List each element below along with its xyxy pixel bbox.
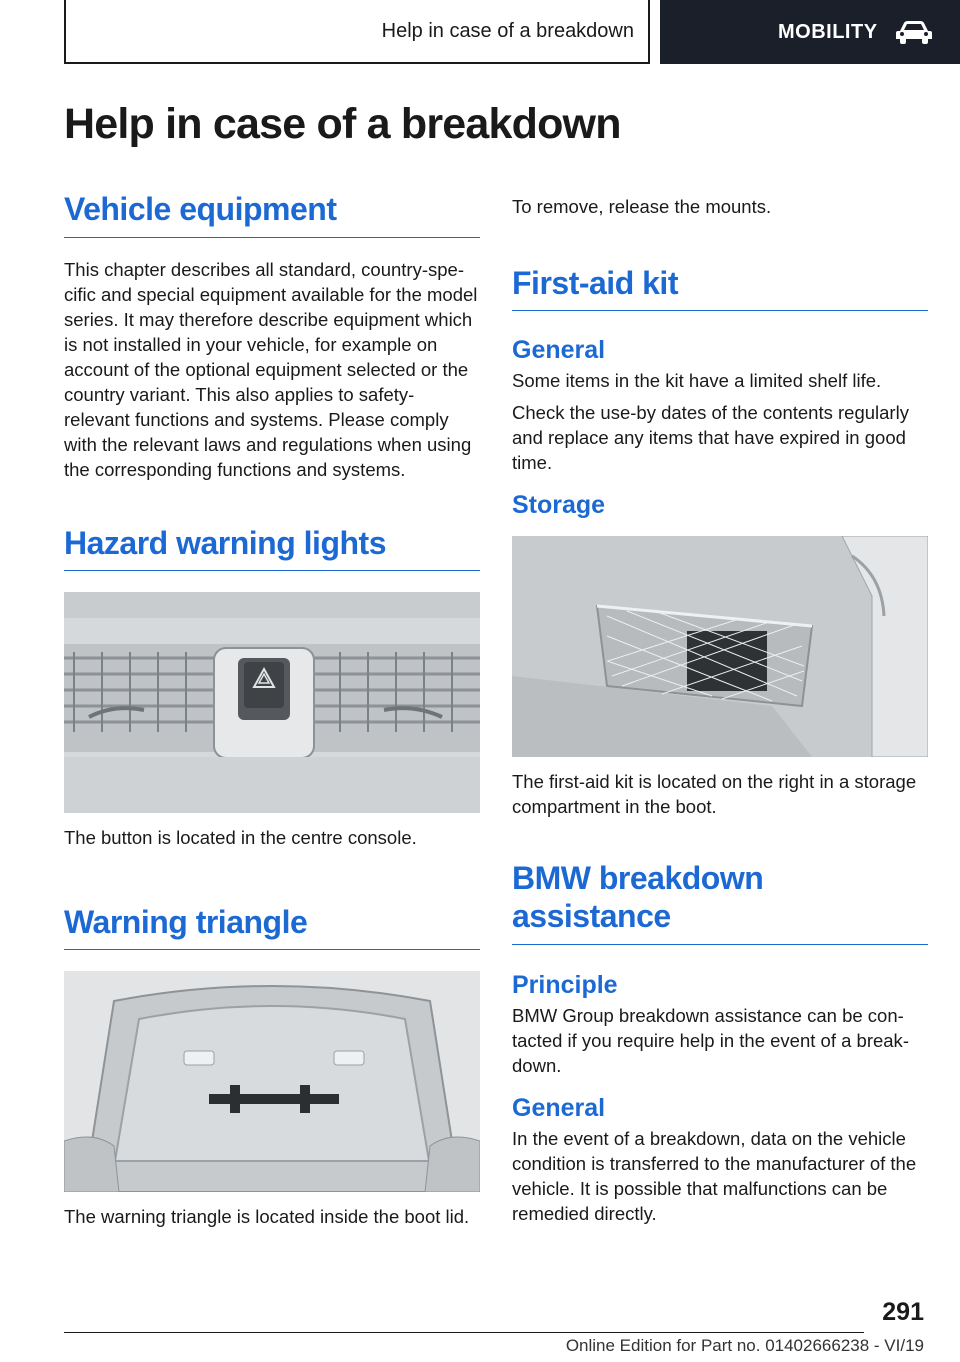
first-aid-storage-illustration [512, 536, 928, 757]
heading-first-aid-storage: Storage [512, 491, 606, 519]
car-icon [894, 19, 934, 45]
heading-vehicle-equipment: Vehicle equipment [64, 190, 480, 238]
header-chapter-tab [660, 0, 960, 64]
heading-breakdown-general: General [512, 1094, 606, 1122]
warning-triangle-caption: The warning triangle is located inside the boot lid. [64, 1206, 470, 1227]
heading-hazard-warning-lights: Hazard warning lights [64, 524, 480, 571]
remove-mounts-text: To remove, release the mounts. [512, 196, 772, 217]
header-chapter-title: MOBILITY [778, 20, 878, 43]
hazard-caption: The button is located in the centre console. [64, 827, 417, 848]
page-number: 291 [882, 1298, 924, 1326]
heading-warning-triangle: Warning triangle [64, 903, 480, 950]
right-column [512, 190, 928, 1226]
heading-first-aid-general: General [512, 336, 606, 364]
hazard-button-illustration [64, 592, 480, 813]
page-title: Help in case of a breakdown [64, 100, 621, 148]
heading-breakdown-principle: Principle [512, 971, 618, 999]
footer-edition: Online Edition for Part no. 01402666238 - VI/19 [565, 1336, 924, 1355]
left-column [64, 190, 480, 1229]
vehicle-equipment-text: This chapter describes all standard, country-specific and special equipment available for the model series. It may therefore describe equipment which is not installed in your vehicle, for example on account of the optional equipment selected or the country variant. This also applies to safety-relevant functions and systems. Please comply with the relevant laws and regulations when using the corresponding functions and systems. [64, 259, 478, 480]
header-section-title: Help in case of a breakdown [381, 19, 634, 42]
header-section-tab [64, 0, 650, 64]
breakdown-general-text: In the event of a breakdown, data on the vehicle condition is transferred to the manufacturer of the vehicle. It is possible that malfunctions can be remedied directly. [512, 1128, 917, 1224]
heading-bmw-breakdown-assistance: BMW breakdown assistance [512, 859, 928, 945]
heading-first-aid-kit: First-aid kit [512, 264, 928, 311]
footer-divider [64, 1332, 864, 1333]
first-aid-general-text-1: Some items in the kit have a limited shelf life. [512, 370, 882, 391]
breakdown-principle-text: BMW Group breakdown assistance can be contacted if you require help in the event of a breakdown. [512, 1005, 909, 1076]
warning-triangle-illustration [64, 971, 480, 1192]
first-aid-storage-caption: The first-aid kit is located on the right in a storage compartment in the boot. [512, 771, 917, 817]
first-aid-general-text-2: Check the use-by dates of the contents regularly and replace any items that have expired in good time. [512, 402, 909, 473]
